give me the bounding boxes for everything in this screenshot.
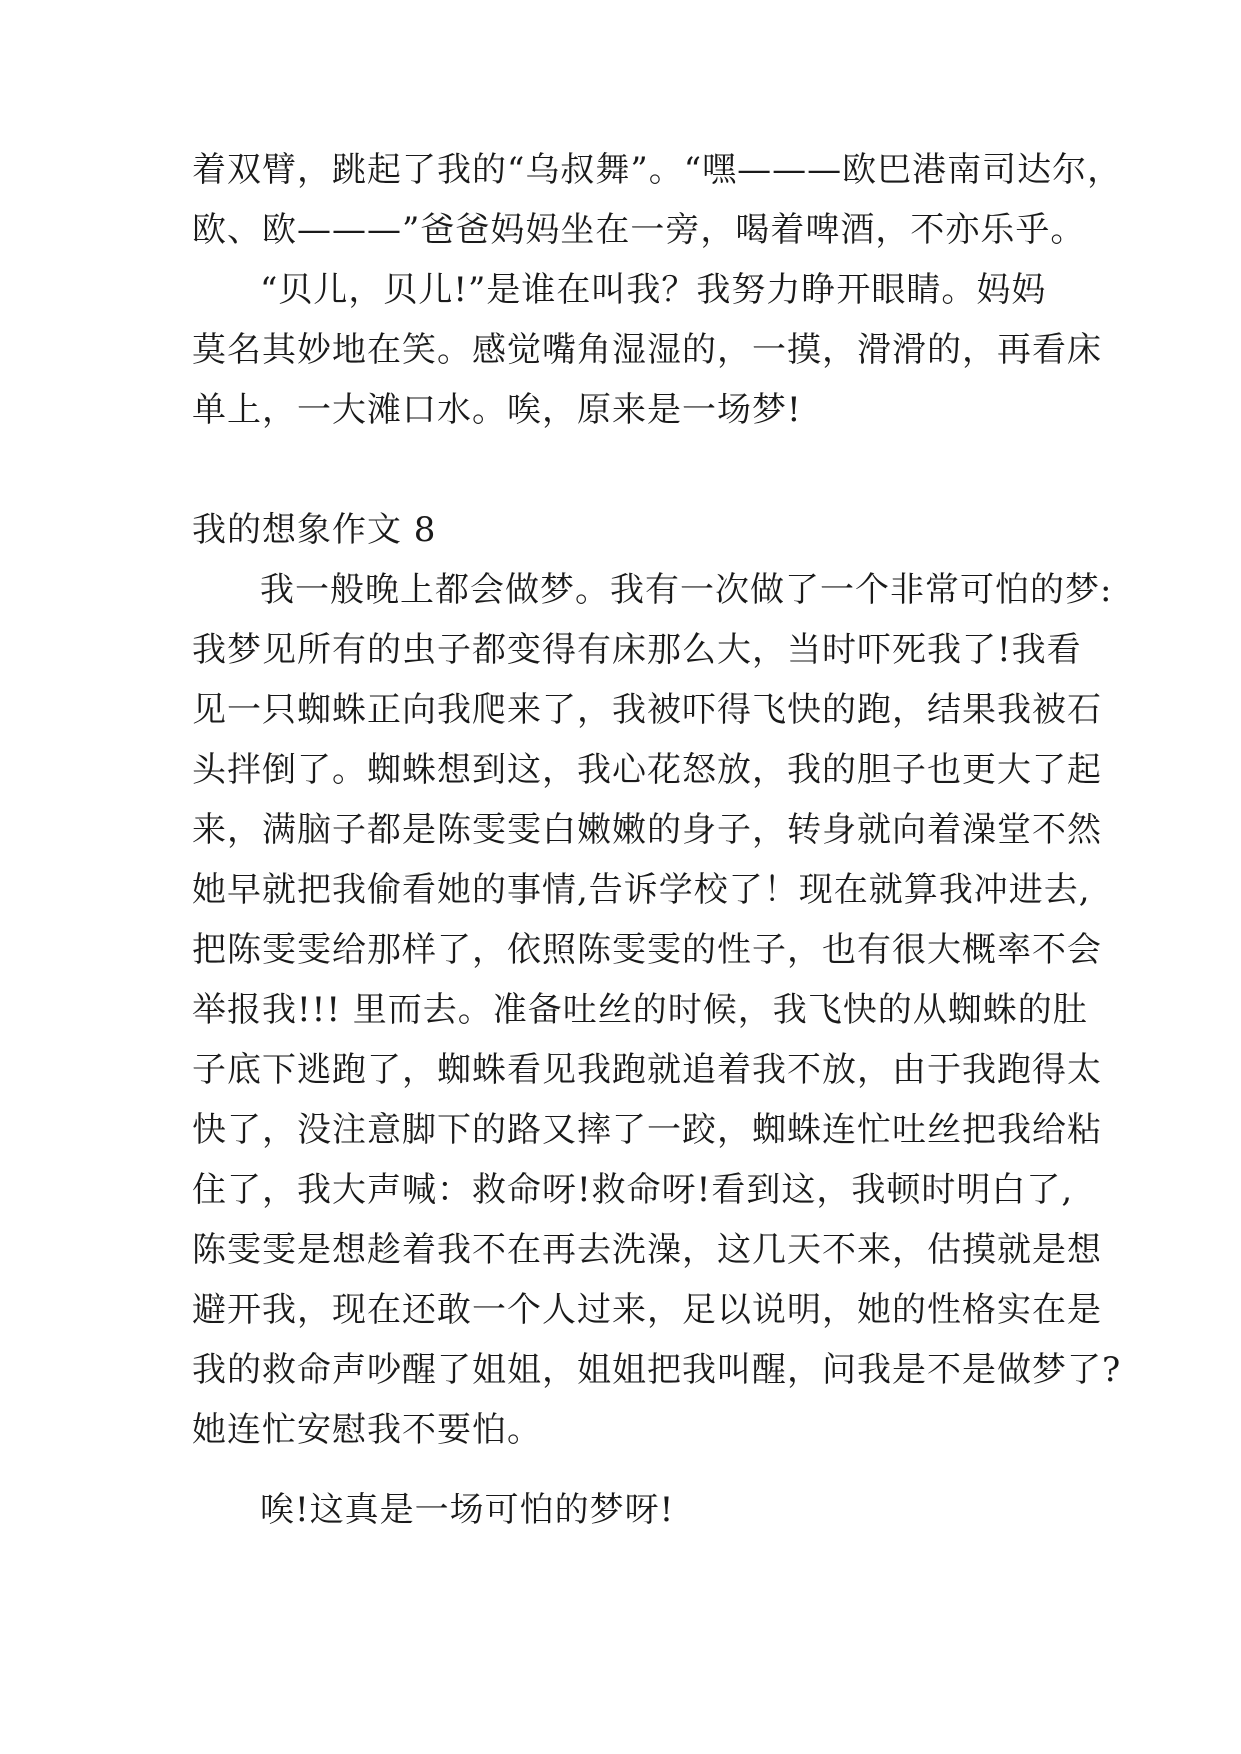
paragraph-line: 她早就把我偷看她的事情,告诉学校了！现在就算我冲进去, <box>192 870 1091 910</box>
paragraph-line: 快了，没注意脚下的路又摔了一跤，蜘蛛连忙吐丝把我给粘 <box>192 1110 1102 1150</box>
paragraph-line: 唉!这真是一场可怕的梦呀! <box>260 1490 675 1530</box>
section-heading: 我的想象作文 8 <box>192 510 437 550</box>
paragraph-line: “贝儿，贝儿!”是谁在叫我？我努力睁开眼睛。妈妈 <box>260 270 1047 310</box>
paragraph-line: 头拌倒了。蜘蛛想到这，我心花怒放，我的胆子也更大了起 <box>192 750 1102 790</box>
paragraph-line: 我一般晚上都会做梦。我有一次做了一个非常可怕的梦: <box>260 570 1113 610</box>
paragraph-line: 莫名其妙地在笑。感觉嘴角湿湿的，一摸，滑滑的，再看床 <box>192 330 1102 370</box>
paragraph-line: 住了，我大声喊：救命呀!救命呀!看到这，我顿时明白了, <box>192 1170 1074 1210</box>
paragraph-line: 欧、欧———”爸爸妈妈坐在一旁，喝着啤酒，不亦乐乎。 <box>192 210 1086 250</box>
paragraph-line: 举报我!!! 里而去。准备吐丝的时候，我飞快的从蜘蛛的肚 <box>192 990 1088 1030</box>
paragraph-line: 我梦见所有的虫子都变得有床那么大，当时吓死我了!我看 <box>192 630 1082 670</box>
paragraph-line: 着双臂，跳起了我的“乌叔舞”。“嘿———欧巴港南司达尔， <box>192 150 1123 190</box>
paragraph-line: 来，满脑子都是陈雯雯白嫩嫩的身子，转身就向着澡堂不然 <box>192 810 1102 850</box>
paragraph-line: 单上，一大滩口水。唉，原来是一场梦! <box>192 390 802 430</box>
paragraph-line: 见一只蜘蛛正向我爬来了，我被吓得飞快的跑，结果我被石 <box>192 690 1102 730</box>
paragraph-line: 子底下逃跑了，蜘蛛看见我跑就追着我不放，由于我跑得太 <box>192 1050 1102 1090</box>
paragraph-line: 避开我，现在还敢一个人过来，足以说明，她的性格实在是 <box>192 1290 1102 1330</box>
paragraph-line: 陈雯雯是想趁着我不在再去洗澡，这几天不来，估摸就是想 <box>192 1230 1102 1270</box>
paragraph-line: 她连忙安慰我不要怕。 <box>192 1410 542 1450</box>
paragraph-line: 我的救命声吵醒了姐姐，姐姐把我叫醒，问我是不是做梦了? <box>192 1350 1122 1390</box>
paragraph-line: 把陈雯雯给那样了，依照陈雯雯的性子，也有很大概率不会 <box>192 930 1102 970</box>
